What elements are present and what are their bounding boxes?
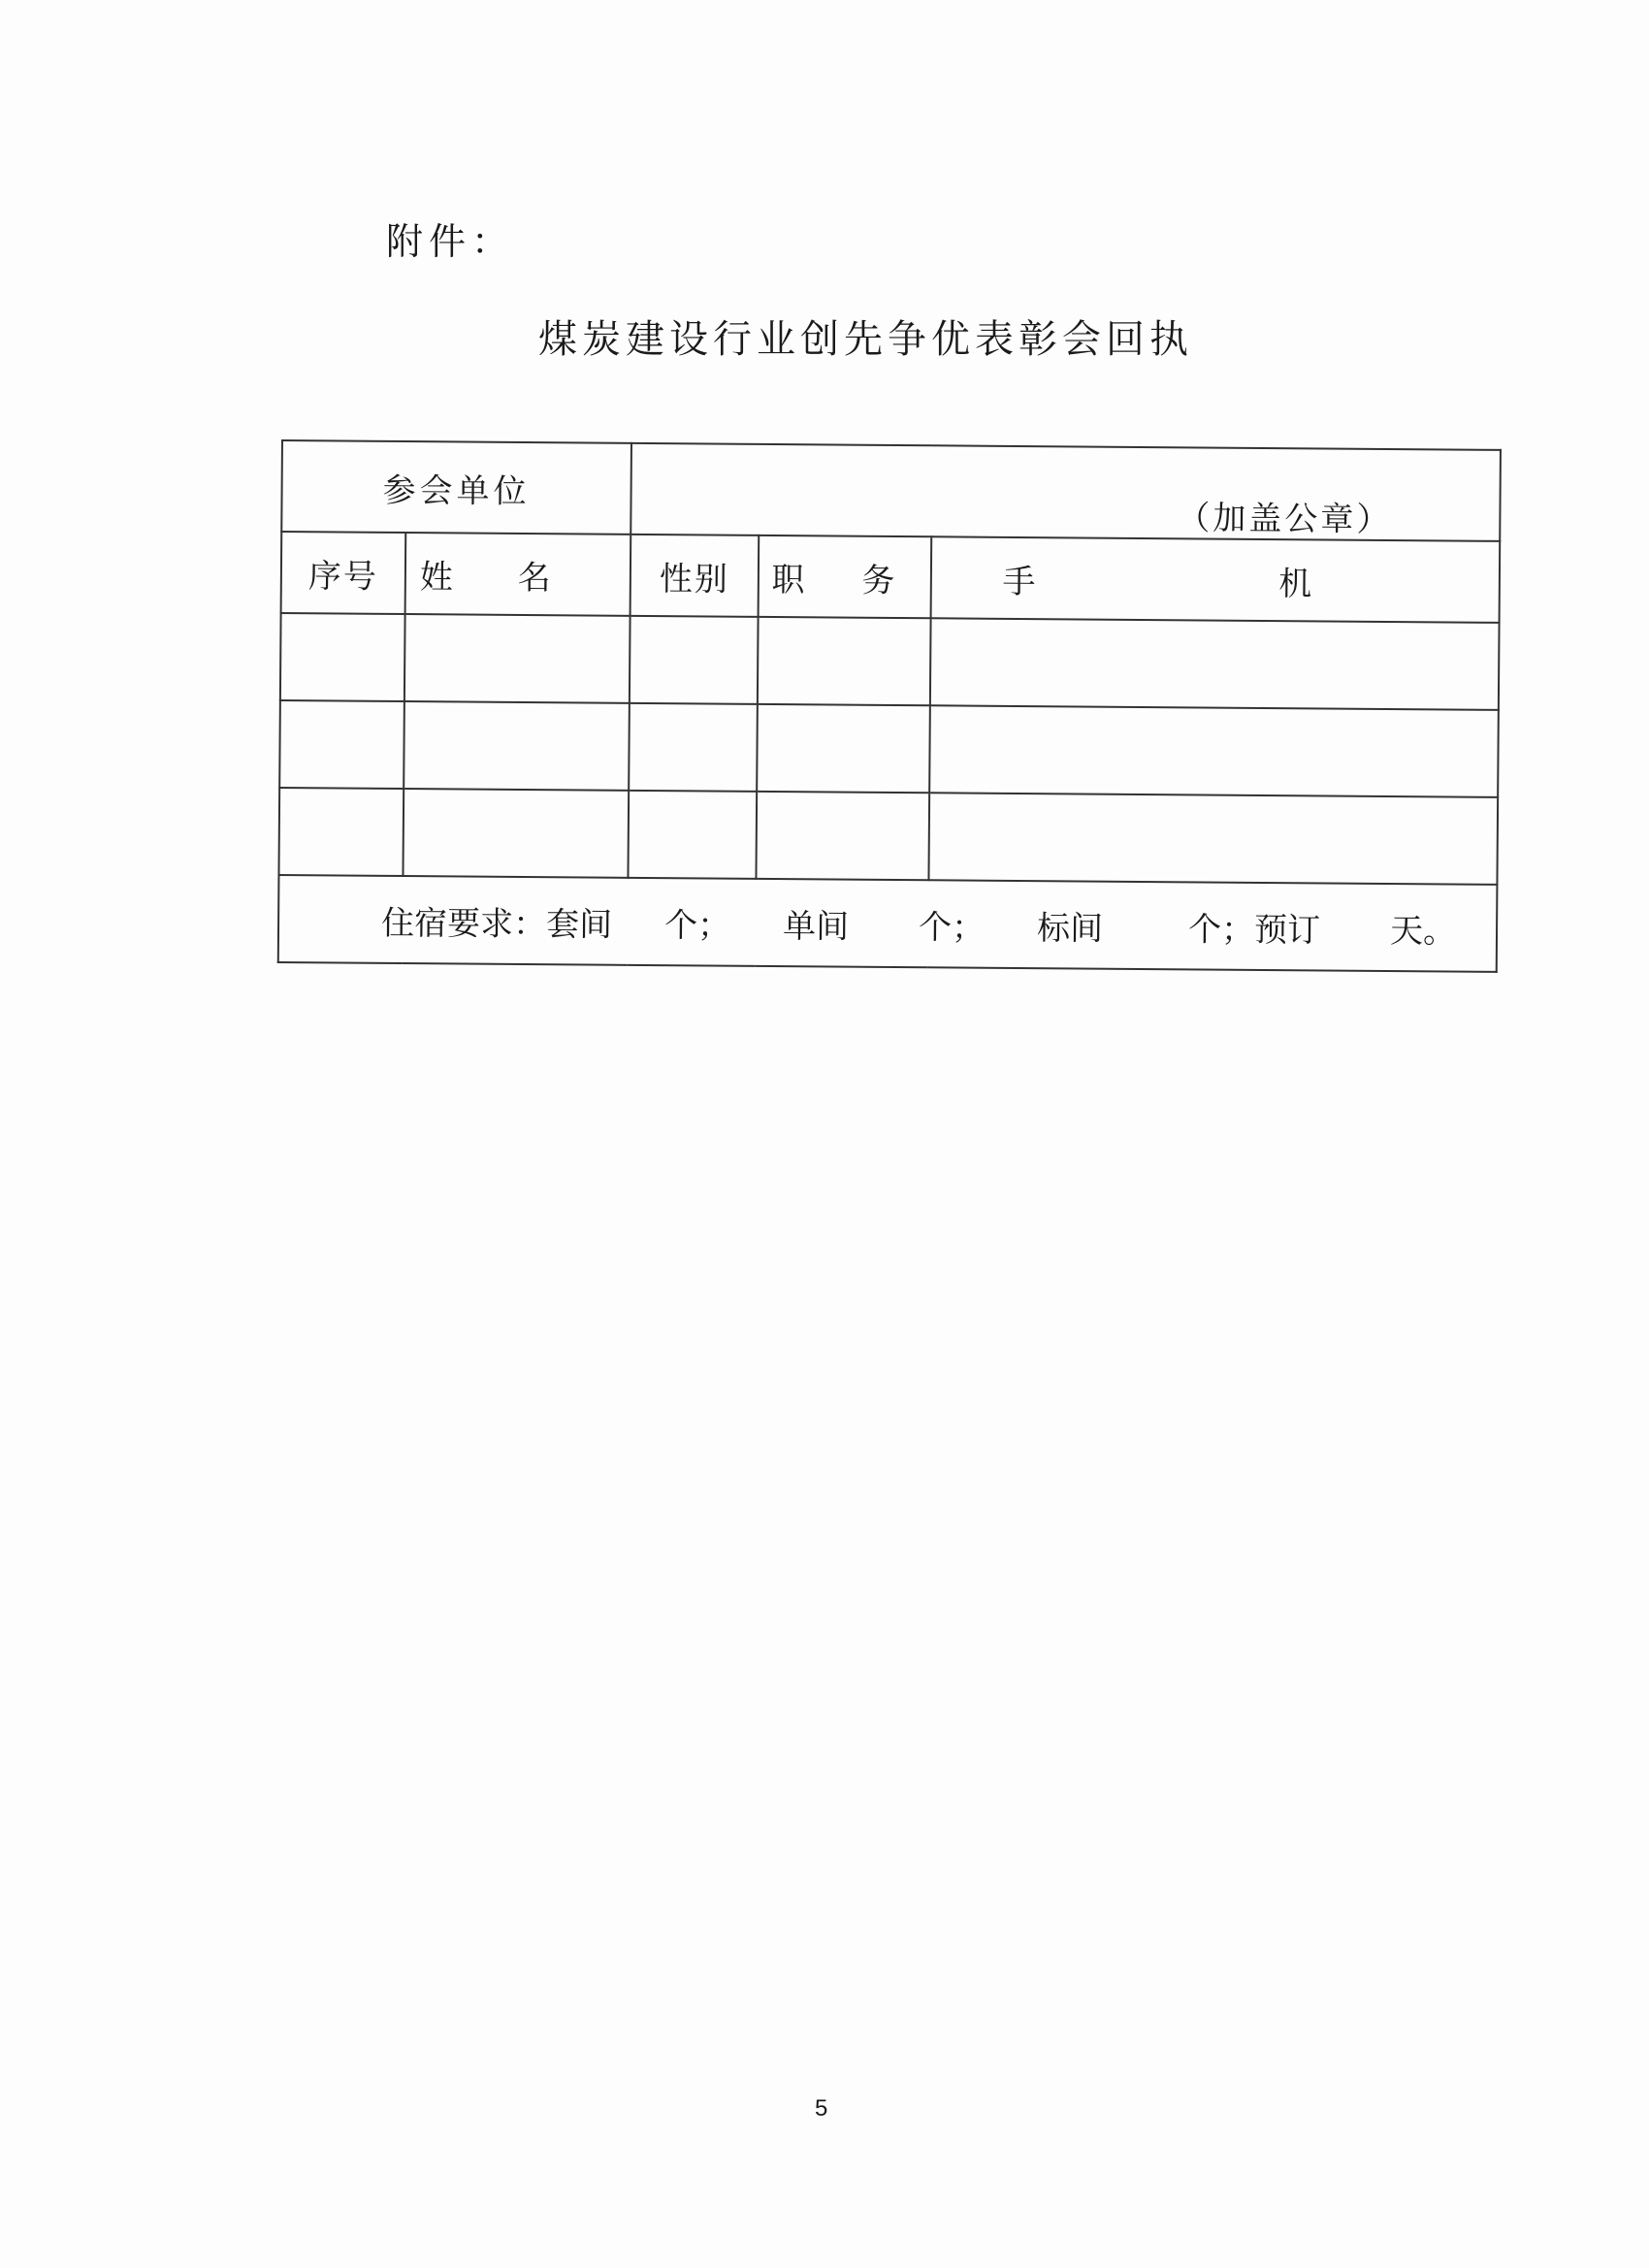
receipt-form-table [277,439,1502,973]
unit-value-cell[interactable] [630,443,1501,541]
accommodation-cell[interactable] [278,875,1498,972]
seal-note: （加盖公章） [1177,499,1393,539]
standard-count-blank[interactable] [1103,939,1188,940]
cell-seq[interactable] [279,700,404,789]
accommodation-unit-single: 个； [918,907,986,948]
accommodation-row [278,875,1498,972]
table-row [278,788,1498,885]
unit-label: 参会单位 [281,440,631,535]
header-phone: 手 机 [931,536,1501,623]
page-number: 5 [815,2095,828,2122]
document-title: 煤炭建设行业创先争优表彰会回执 [538,317,1193,362]
accommodation-prefix: 住宿要求：套间 [380,903,613,945]
accommodation-single-label: 单间 [782,906,850,947]
header-row [281,532,1501,623]
accommodation-unit-suite: 个； [663,905,731,946]
cell-duty[interactable] [756,792,929,880]
unit-row [281,440,1501,541]
single-count-blank[interactable] [849,937,919,938]
cell-name[interactable] [404,701,630,791]
header-name: 姓 名 [405,533,631,616]
table-row [279,700,1499,797]
accommodation-standard-label: 标间 [1036,908,1104,949]
cell-phone[interactable] [928,793,1498,885]
header-duty: 职 务 [759,535,932,618]
cell-gender[interactable] [629,703,758,792]
cell-phone[interactable] [930,618,1500,710]
header-seq: 序号 [281,532,406,614]
cell-gender[interactable] [630,616,759,704]
accommodation-days: 天。 [1389,911,1457,952]
cell-seq[interactable] [280,613,405,701]
attachment-label: 附件： [386,220,515,263]
cell-phone[interactable] [929,705,1499,797]
cell-duty[interactable] [758,617,931,705]
cell-gender[interactable] [628,791,757,879]
cell-name[interactable] [404,614,630,703]
cell-seq[interactable] [278,788,404,876]
cell-duty[interactable] [757,704,930,793]
table-row [280,613,1500,710]
cell-name[interactable] [403,789,629,878]
days-count-blank[interactable] [1320,941,1390,942]
header-gender: 性别 [630,535,760,617]
accommodation-unit-standard: 个；预订 [1187,909,1321,950]
